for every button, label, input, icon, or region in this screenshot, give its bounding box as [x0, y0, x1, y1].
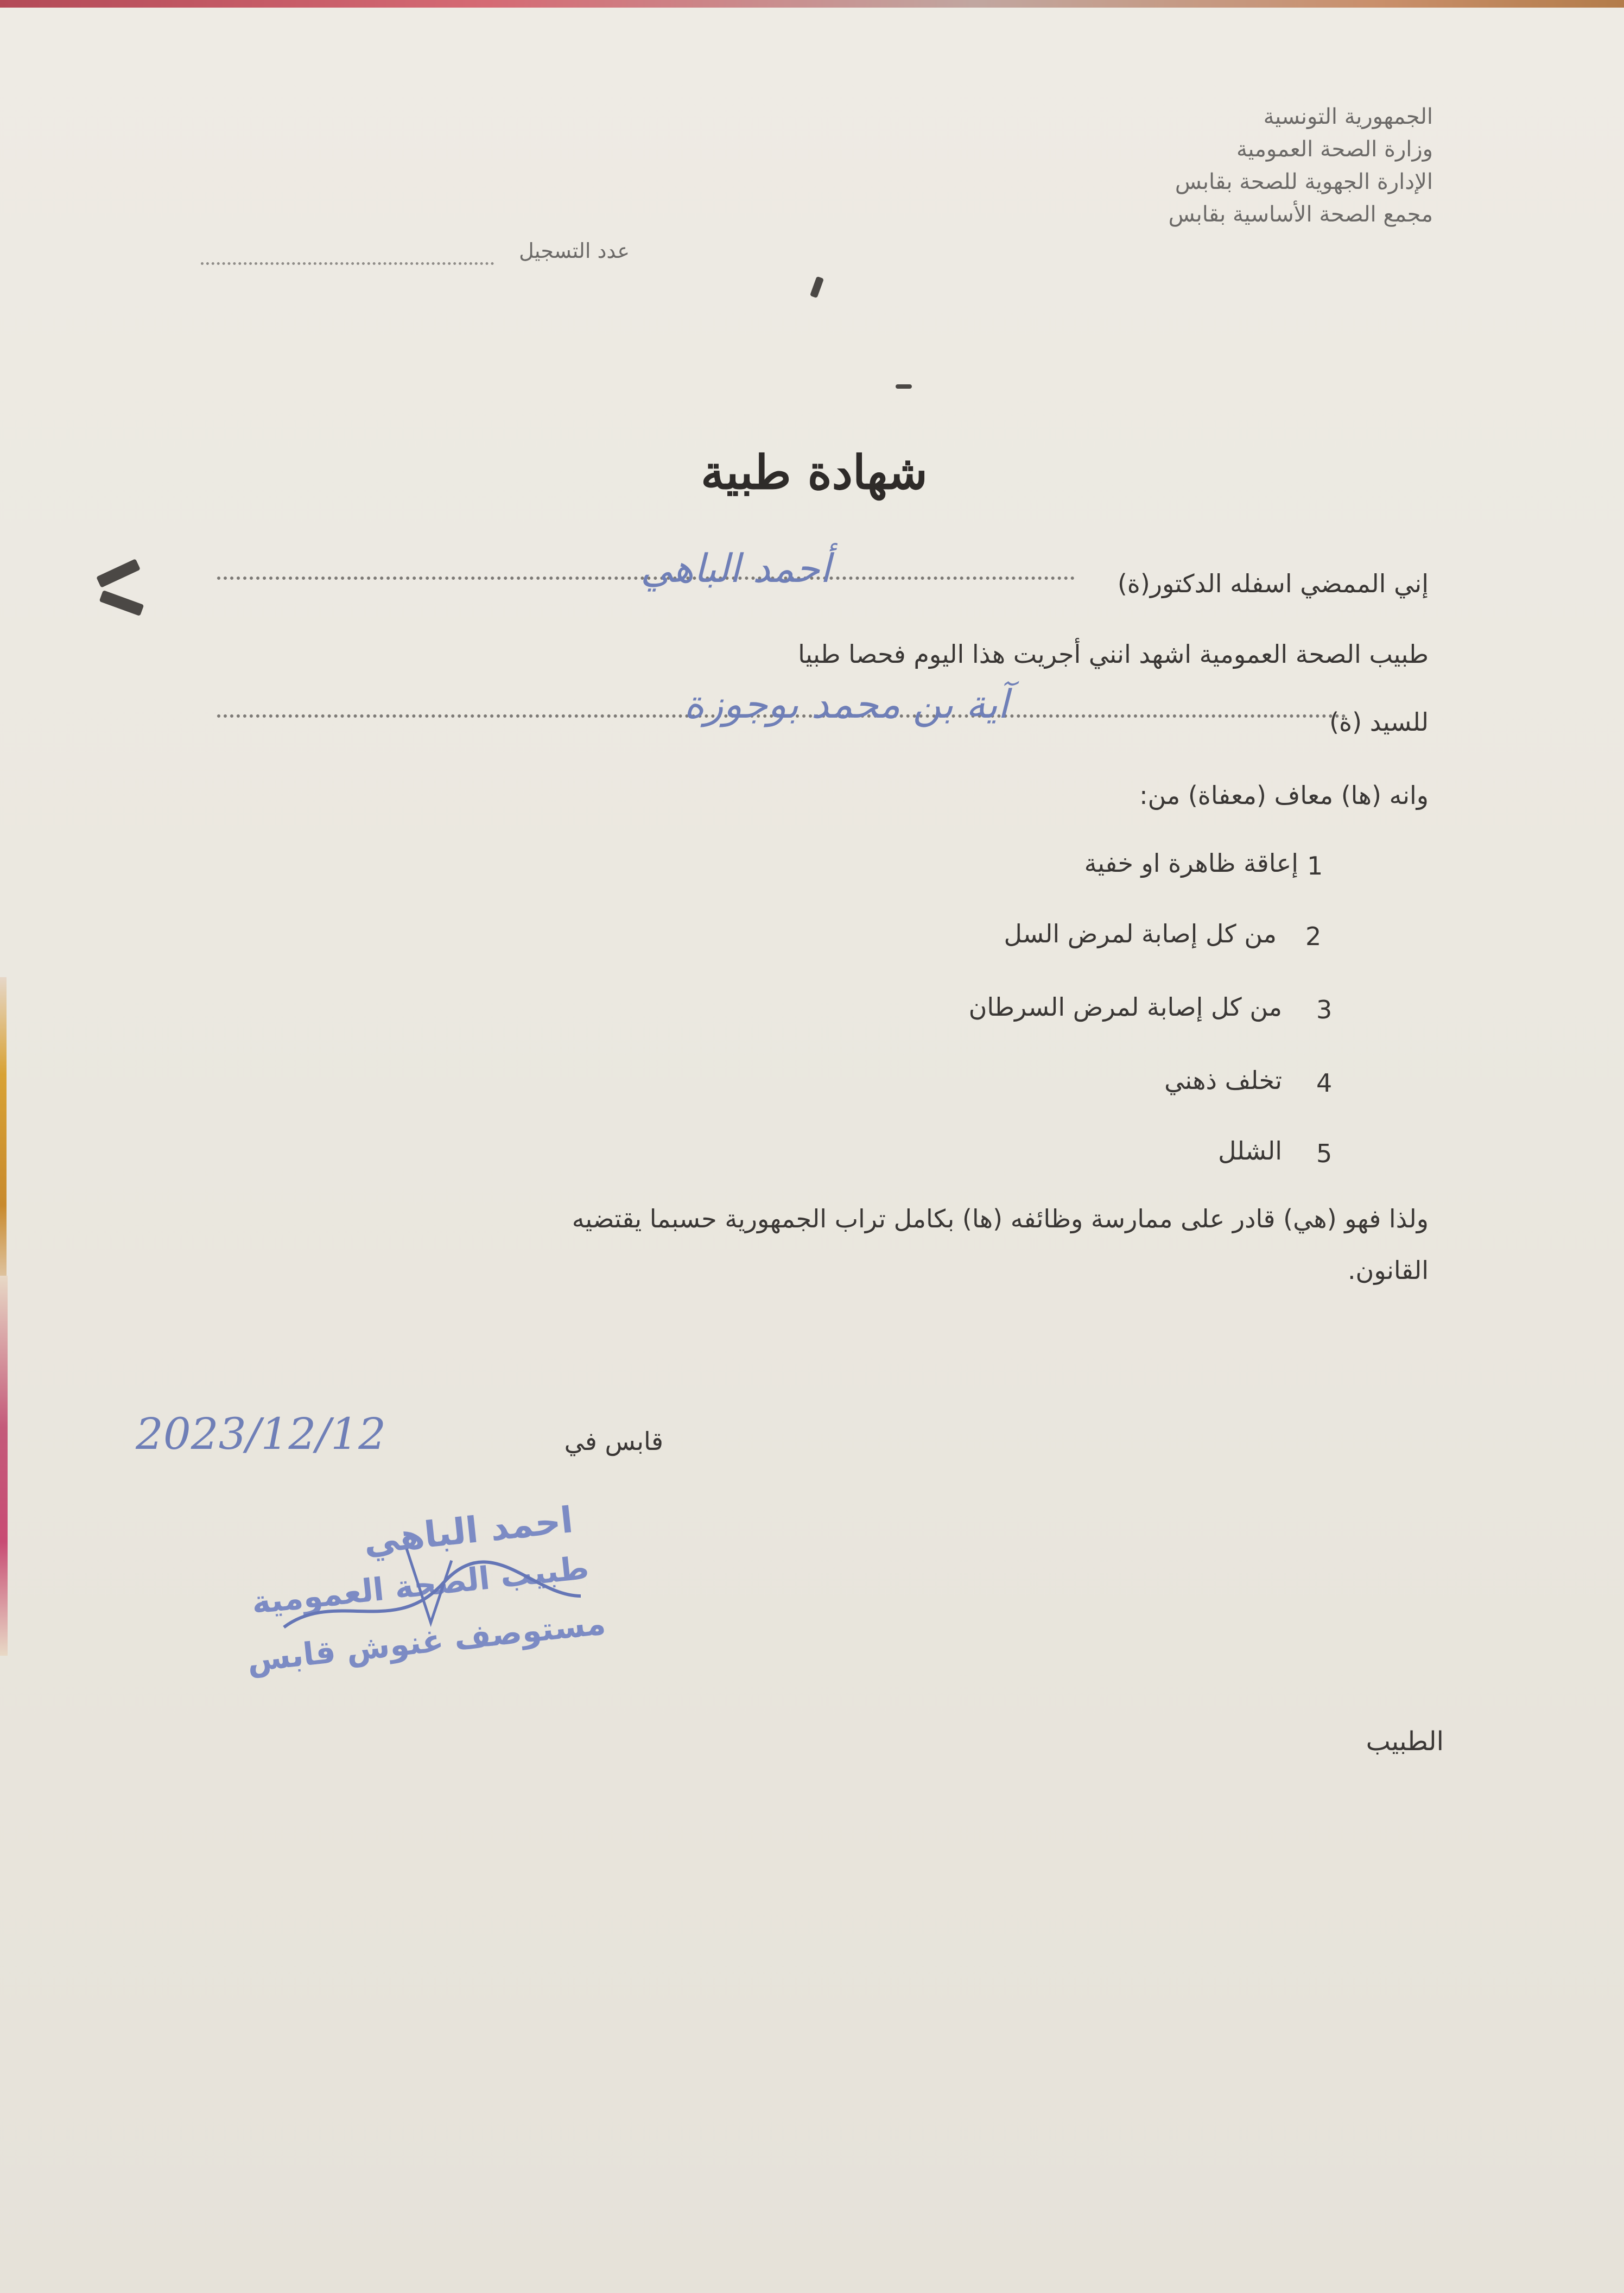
condition-text: من كل إصابة لمرض السرطان	[968, 992, 1282, 1022]
condition-text: تخلف ذهني	[1164, 1066, 1282, 1095]
registry-label: عدد التسجيل	[519, 239, 630, 263]
patient-label: للسيد (ة)	[1329, 707, 1429, 737]
header-ministry: وزارة الصحة العمومية	[1236, 137, 1433, 162]
registry-dotted-line	[201, 262, 494, 265]
certificate-title: شهادة طبية	[701, 445, 928, 500]
date-handwritten: 2023/12/12	[136, 1409, 386, 1459]
doctor-intro-label: إني الممضي اسفله الدكتور(ة)	[1117, 569, 1429, 598]
conclusion-line: ولذا فهو (هي) قادر على ممارسة وظائفه (ها) بكامل تراب الجمهورية حسبما يقتضيه	[572, 1204, 1429, 1233]
header-regional-directorate: الإدارة الجهوية للصحة بقابس	[1175, 169, 1433, 194]
condition-number: 4	[1316, 1068, 1333, 1098]
condition-text: إعاقة ظاهرة او خفية	[1084, 848, 1298, 878]
signature-scribble	[242, 1497, 611, 1712]
registry-number	[195, 239, 640, 271]
conclusion-line-end: القانون.	[1347, 1256, 1429, 1285]
stamp-name: احمد الباهي	[361, 1499, 575, 1563]
stamp-clinic: مستوصف غنوش قابس	[245, 1604, 607, 1679]
ink-speck	[896, 384, 912, 389]
condition-number: 2	[1305, 922, 1322, 951]
condition-text: الشلل	[1218, 1136, 1282, 1165]
doctor-stamp	[242, 1497, 611, 1712]
photo-background-edge	[0, 0, 1624, 8]
condition-text: من كل إصابة لمرض السل	[1004, 919, 1277, 948]
header-health-complex: مجمع الصحة الأساسية بقابس	[1168, 202, 1433, 227]
condition-item	[1218, 1132, 1282, 1170]
condition-item	[1084, 844, 1298, 882]
patient-name-handwritten: آية بن محمد بوجوزة	[684, 681, 1009, 727]
margin-mark	[96, 559, 141, 588]
photo-background-edge-left	[0, 977, 7, 1303]
photo-background-edge-left-pink	[0, 1276, 8, 1656]
exemption-intro: وانه (ها) معاف (معفاة) من:	[1139, 781, 1429, 810]
condition-number: 3	[1316, 995, 1333, 1024]
condition-number: 1	[1307, 851, 1323, 881]
condition-item	[969, 988, 1282, 1026]
margin-mark	[99, 590, 144, 616]
doctor-signature-label: الطبيب	[1366, 1726, 1444, 1757]
header-country: الجمهورية التونسية	[1263, 104, 1433, 129]
condition-item	[1164, 1061, 1282, 1099]
doctor-name-handwritten: أحمد الباهي	[640, 546, 831, 591]
attestation-line: طبيب الصحة العمومية اشهد انني أجريت هذا اليوم فحصا طبيا	[798, 639, 1429, 669]
ink-speck	[810, 276, 824, 298]
condition-item	[1004, 915, 1277, 953]
stamp-title: طبيب الصحة العمومية	[250, 1549, 591, 1621]
condition-number: 5	[1316, 1139, 1333, 1168]
header-block	[1140, 100, 1433, 231]
date-label: قابس في	[564, 1427, 663, 1456]
